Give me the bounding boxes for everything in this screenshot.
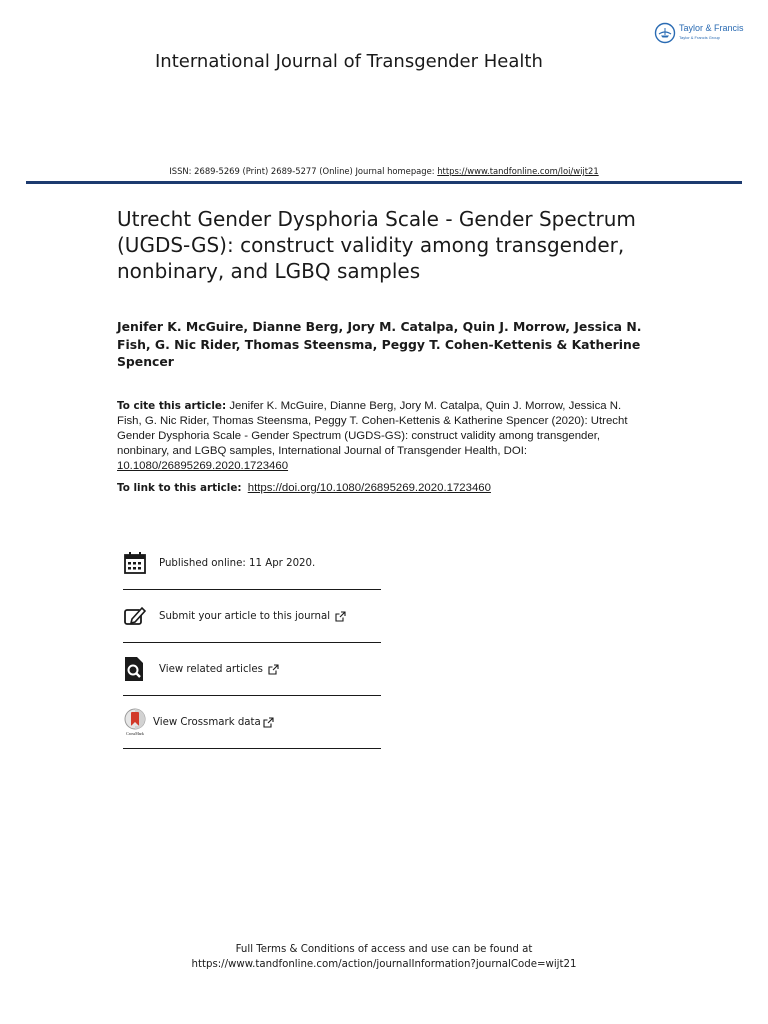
citation-text: Jenifer K. McGuire, Dianne Berg, Jory M. Catalpa, Quin J. Morrow, Jessica N. Fish, G. Nic Rider, Thomas Steensma, Peggy T. Cohen-Kettenis & Katherine Spencer (2020): Utrecht Gender Dysphoria Scale - Gender Spectrum (UGDS-GS): construct validity among transgender, nonbinary, and LGBQ samples, International Journal of Transgender Health, DOI: bbox=[117, 400, 628, 457]
external-link-icon bbox=[268, 664, 279, 675]
article-title: Utrecht Gender Dysphoria Scale - Gender Spectrum (UGDS-GS): construct validity among transgender, nonbinary, and LGBQ samples bbox=[117, 207, 636, 283]
edit-icon bbox=[123, 605, 147, 627]
journal-title: International Journal of Transgender Health bbox=[155, 51, 543, 72]
header-rule bbox=[26, 181, 742, 184]
article-link-line bbox=[117, 482, 677, 494]
crossmark-icon bbox=[124, 708, 146, 730]
terms-footer bbox=[0, 942, 768, 972]
published-row bbox=[123, 537, 381, 590]
citation-doi-link[interactable]: 10.1080/26895269.2020.1723460 bbox=[117, 460, 289, 472]
taylor-francis-logo-icon bbox=[654, 22, 676, 44]
link-label: To link to this article: bbox=[117, 482, 242, 494]
crossmark-row[interactable] bbox=[123, 696, 381, 749]
citation-label: To cite this article: bbox=[117, 400, 227, 412]
publisher-group: Taylor & Francis Group bbox=[679, 35, 720, 40]
publisher-name: Taylor & Francis bbox=[679, 23, 744, 33]
external-link-icon bbox=[335, 611, 346, 622]
crossmark-badge-text: CrossMark bbox=[126, 731, 144, 736]
issn-line bbox=[0, 166, 768, 176]
article-doi-link[interactable]: https://doi.org/10.1080/26895269.2020.1723460 bbox=[247, 482, 491, 494]
calendar-icon bbox=[123, 551, 147, 575]
journal-homepage-link[interactable]: https://www.tandfonline.com/loi/wijt21 bbox=[437, 166, 599, 176]
authors: Jenifer K. McGuire, Dianne Berg, Jory M. Catalpa, Quin J. Morrow, Jessica N. Fish, G. Nic Rider, Thomas Steensma, Peggy T. Cohen-Kettenis & Katherine Spencer bbox=[117, 319, 642, 369]
crossmark-label[interactable]: View Crossmark data bbox=[153, 716, 261, 728]
article-info-box bbox=[123, 537, 381, 749]
published-date: Published online: 11 Apr 2020. bbox=[159, 557, 316, 569]
external-link-icon bbox=[263, 717, 274, 728]
publisher-logo bbox=[654, 22, 744, 44]
related-articles-label[interactable]: View related articles bbox=[159, 663, 263, 675]
submit-article-label[interactable]: Submit your article to this journal bbox=[159, 610, 331, 622]
related-articles-row[interactable] bbox=[123, 643, 381, 696]
footer-terms-url[interactable]: https://www.tandfonline.com/action/journalInformation?journalCode=wijt21 bbox=[191, 959, 577, 970]
footer-terms-text: Full Terms & Conditions of access and use can be found at bbox=[235, 944, 533, 955]
document-search-icon bbox=[123, 656, 145, 682]
citation bbox=[117, 399, 647, 474]
submit-article-row[interactable] bbox=[123, 590, 381, 643]
issn-text: ISSN: 2689-5269 (Print) 2689-5277 (Online) Journal homepage: bbox=[169, 166, 435, 176]
